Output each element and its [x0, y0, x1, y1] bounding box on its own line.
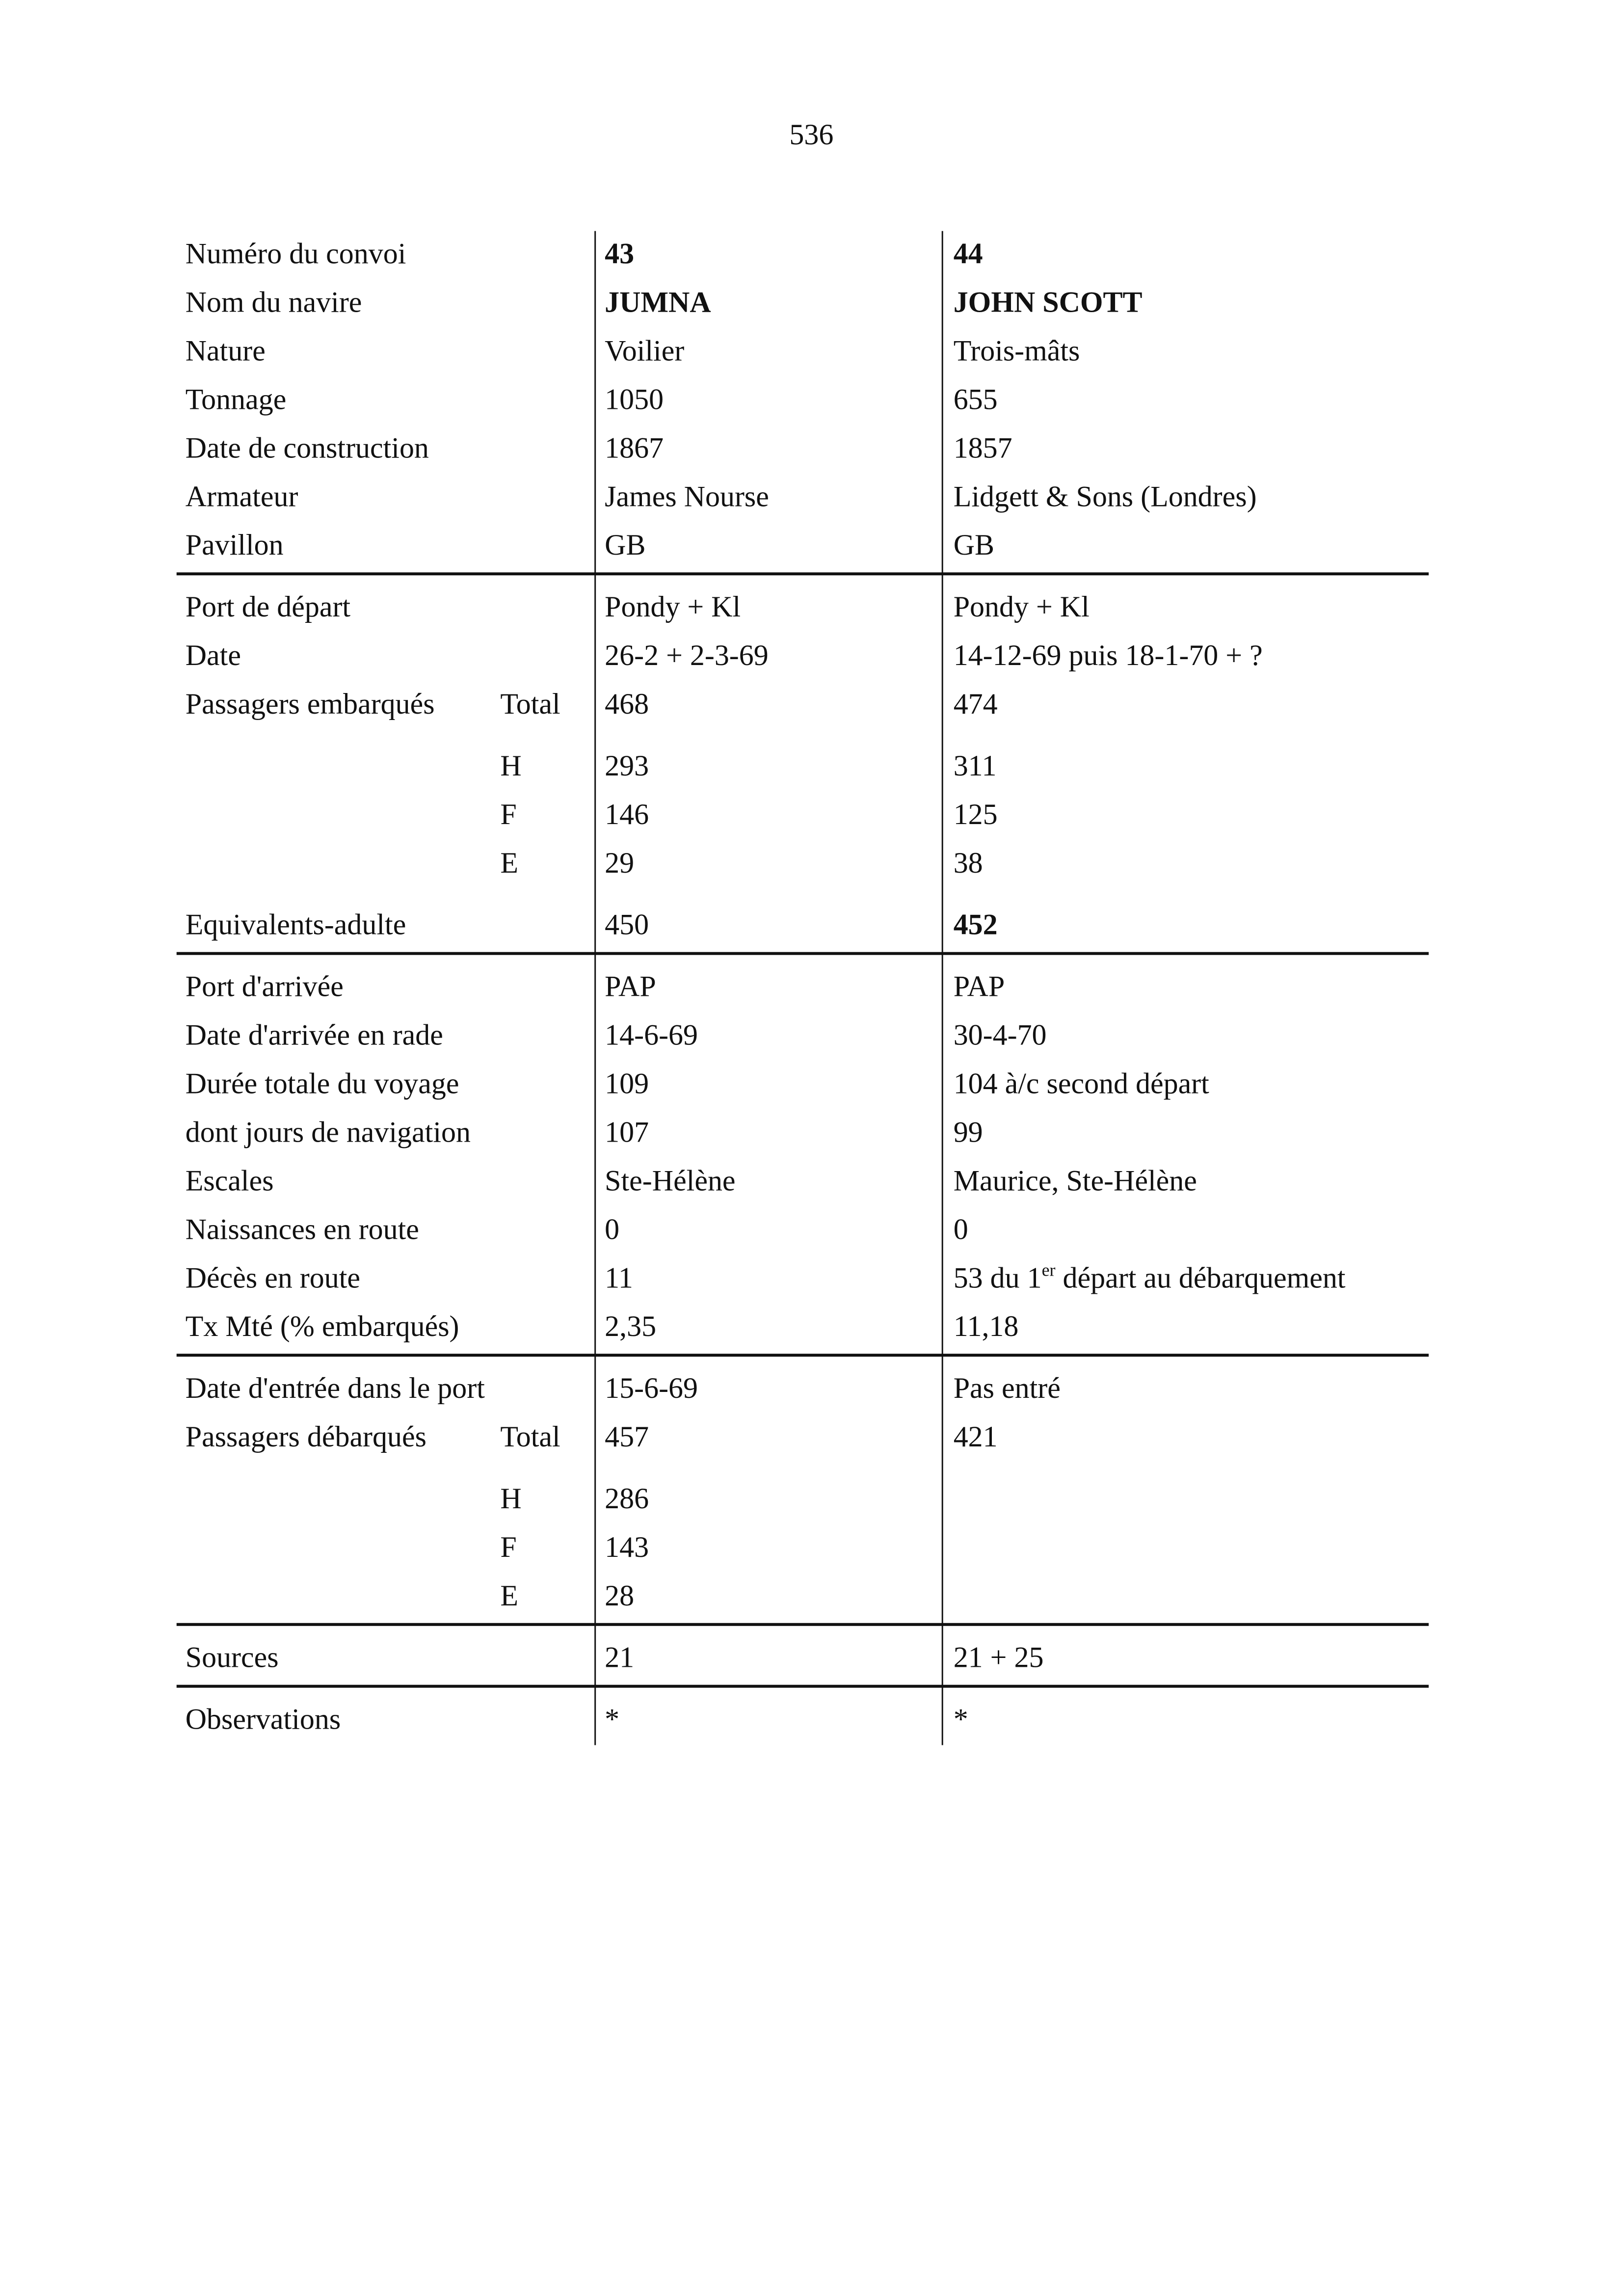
row-label: Tonnage: [185, 384, 287, 417]
john-scott-value: Lidgett & Sons (Londres): [953, 481, 1257, 514]
row-label: Naissances en route: [185, 1214, 419, 1247]
john-scott-value: 38: [953, 847, 983, 880]
table-row: [177, 376, 1429, 425]
jumna-value: 2,35: [605, 1311, 657, 1344]
jumna-value: 29: [605, 847, 635, 880]
jumna-value: 143: [605, 1531, 649, 1564]
table-row: [177, 280, 1429, 328]
table-row: [177, 522, 1429, 571]
table-row: [177, 1573, 1429, 1622]
john-scott-value: Trois-mâts: [953, 335, 1080, 368]
row-sublabel: E: [500, 1580, 518, 1613]
row-label: Date de construction: [185, 432, 429, 465]
jumna-value: 107: [605, 1117, 649, 1149]
table-row: [177, 1206, 1429, 1255]
jumna-value: 146: [605, 799, 649, 831]
table-row: [177, 1013, 1429, 1061]
row-sublabel: F: [500, 1531, 517, 1564]
jumna-value: *: [605, 1704, 620, 1736]
table-row: [177, 1304, 1429, 1352]
horizontal-rule: [177, 1685, 1429, 1687]
john-scott-value-part: départ au débarquement: [1055, 1262, 1346, 1295]
table-row: [177, 1365, 1429, 1414]
john-scott-value: 44: [953, 238, 983, 271]
john-scott-value: 1857: [953, 432, 1012, 465]
section-separator: [177, 1683, 1429, 1697]
row-sublabel: Total: [500, 689, 560, 721]
horizontal-rule: [177, 952, 1429, 954]
row-label: Port d'arrivée: [185, 971, 344, 1004]
section-separator: [177, 951, 1429, 964]
john-scott-value: 452: [953, 909, 998, 942]
table-row: [177, 1255, 1429, 1304]
jumna-value: Pondy + Kl: [605, 591, 741, 624]
jumna-value: GB: [605, 530, 646, 562]
jumna-value: 15-6-69: [605, 1373, 698, 1406]
page-number: 536: [789, 119, 834, 152]
table-row: [177, 840, 1429, 902]
john-scott-value: 311: [953, 750, 997, 783]
john-scott-value: 0: [953, 1214, 968, 1247]
table-row: [177, 1109, 1429, 1158]
john-scott-value: 14-12-69 puis 18-1-70 + ?: [953, 640, 1263, 673]
jumna-value: 293: [605, 750, 649, 783]
table-row: [177, 1061, 1429, 1110]
row-label: Date: [185, 640, 241, 673]
table-row: [177, 1414, 1429, 1476]
table-row: [177, 902, 1429, 951]
horizontal-rule: [177, 1354, 1429, 1356]
row-label: Sources: [185, 1642, 279, 1675]
jumna-value: 43: [605, 238, 635, 271]
table-row: [177, 474, 1429, 522]
row-label: Nature: [185, 335, 266, 368]
table-row: [177, 1697, 1429, 1745]
jumna-value: 11: [605, 1262, 633, 1295]
jumna-value: 450: [605, 909, 649, 942]
john-scott-value: Maurice, Ste-Hélène: [953, 1165, 1197, 1198]
row-label: Port de départ: [185, 591, 351, 624]
row-label: Décès en route: [185, 1262, 360, 1295]
section-separator: [177, 571, 1429, 584]
table-row: [177, 681, 1429, 743]
john-scott-value: 21 + 25: [953, 1642, 1044, 1675]
row-label: Equivalents-adulte: [185, 909, 406, 942]
jumna-value: PAP: [605, 971, 656, 1004]
row-label: Tx Mté (% embarqués): [185, 1311, 459, 1344]
jumna-value: 286: [605, 1483, 649, 1516]
row-label: Passagers embarqués: [185, 689, 435, 721]
jumna-value: 109: [605, 1068, 649, 1101]
table-row: [177, 231, 1429, 280]
jumna-value: 26-2 + 2-3-69: [605, 640, 769, 673]
jumna-value: Ste-Hélène: [605, 1165, 736, 1198]
jumna-value: 1050: [605, 384, 664, 417]
section-separator: [177, 1622, 1429, 1635]
john-scott-value: [954, 1255, 1346, 1304]
row-label: Date d'arrivée en rade: [185, 1019, 443, 1052]
row-label: Armateur: [185, 481, 298, 514]
horizontal-rule: [177, 1623, 1429, 1625]
row-label: dont jours de navigation: [185, 1117, 471, 1149]
table-row: [177, 1476, 1429, 1524]
john-scott-value: JOHN SCOTT: [953, 287, 1143, 320]
john-scott-value: 474: [953, 689, 998, 721]
horizontal-rule: [177, 572, 1429, 574]
table-row: [177, 328, 1429, 377]
jumna-value: Voilier: [605, 335, 685, 368]
table-row: [177, 1635, 1429, 1683]
john-scott-value: 104 à/c second départ: [953, 1068, 1209, 1101]
john-scott-value: 11,18: [953, 1311, 1019, 1344]
table-row: [177, 584, 1429, 633]
row-sublabel: H: [500, 750, 522, 783]
row-sublabel: E: [500, 847, 518, 880]
row-label: Passagers débarqués: [185, 1421, 426, 1454]
convoy-table: [177, 231, 1429, 1745]
table-row: [177, 792, 1429, 840]
jumna-value: 457: [605, 1421, 649, 1454]
row-label: Numéro du convoi: [185, 238, 406, 271]
jumna-value: James Nourse: [605, 481, 769, 514]
jumna-value: 28: [605, 1580, 635, 1613]
row-label: Date d'entrée dans le port: [185, 1373, 485, 1406]
table-row: [177, 425, 1429, 474]
table-row: [177, 633, 1429, 681]
row-sublabel: H: [500, 1483, 522, 1516]
table-row: [177, 1524, 1429, 1573]
john-scott-value: GB: [953, 530, 995, 562]
row-label: Durée totale du voyage: [185, 1068, 459, 1101]
jumna-value: 14-6-69: [605, 1019, 698, 1052]
row-label: Escales: [185, 1165, 274, 1198]
jumna-value: 468: [605, 689, 649, 721]
table-row: [177, 743, 1429, 792]
table-row: [177, 964, 1429, 1013]
row-label: Nom du navire: [185, 287, 362, 320]
john-scott-value: Pas entré: [953, 1373, 1061, 1406]
jumna-value: 0: [605, 1214, 620, 1247]
row-label: Observations: [185, 1704, 341, 1736]
table-row: [177, 1158, 1429, 1206]
jumna-value: 1867: [605, 432, 664, 465]
jumna-value: 21: [605, 1642, 635, 1675]
john-scott-value: 655: [953, 384, 998, 417]
john-scott-value: 421: [953, 1421, 998, 1454]
row-sublabel: F: [500, 799, 517, 831]
ordinal-superscript: er: [1041, 1259, 1056, 1281]
row-label: Pavillon: [185, 530, 284, 562]
john-scott-value: PAP: [953, 971, 1005, 1004]
john-scott-value: 125: [953, 799, 998, 831]
john-scott-value: Pondy + Kl: [953, 591, 1090, 624]
row-sublabel: Total: [500, 1421, 560, 1454]
jumna-value: JUMNA: [605, 287, 711, 320]
john-scott-value: *: [953, 1704, 968, 1736]
section-separator: [177, 1352, 1429, 1365]
john-scott-value-part: 53 du 1: [953, 1262, 1042, 1295]
john-scott-value: 99: [953, 1117, 983, 1149]
john-scott-value: 30-4-70: [953, 1019, 1047, 1052]
